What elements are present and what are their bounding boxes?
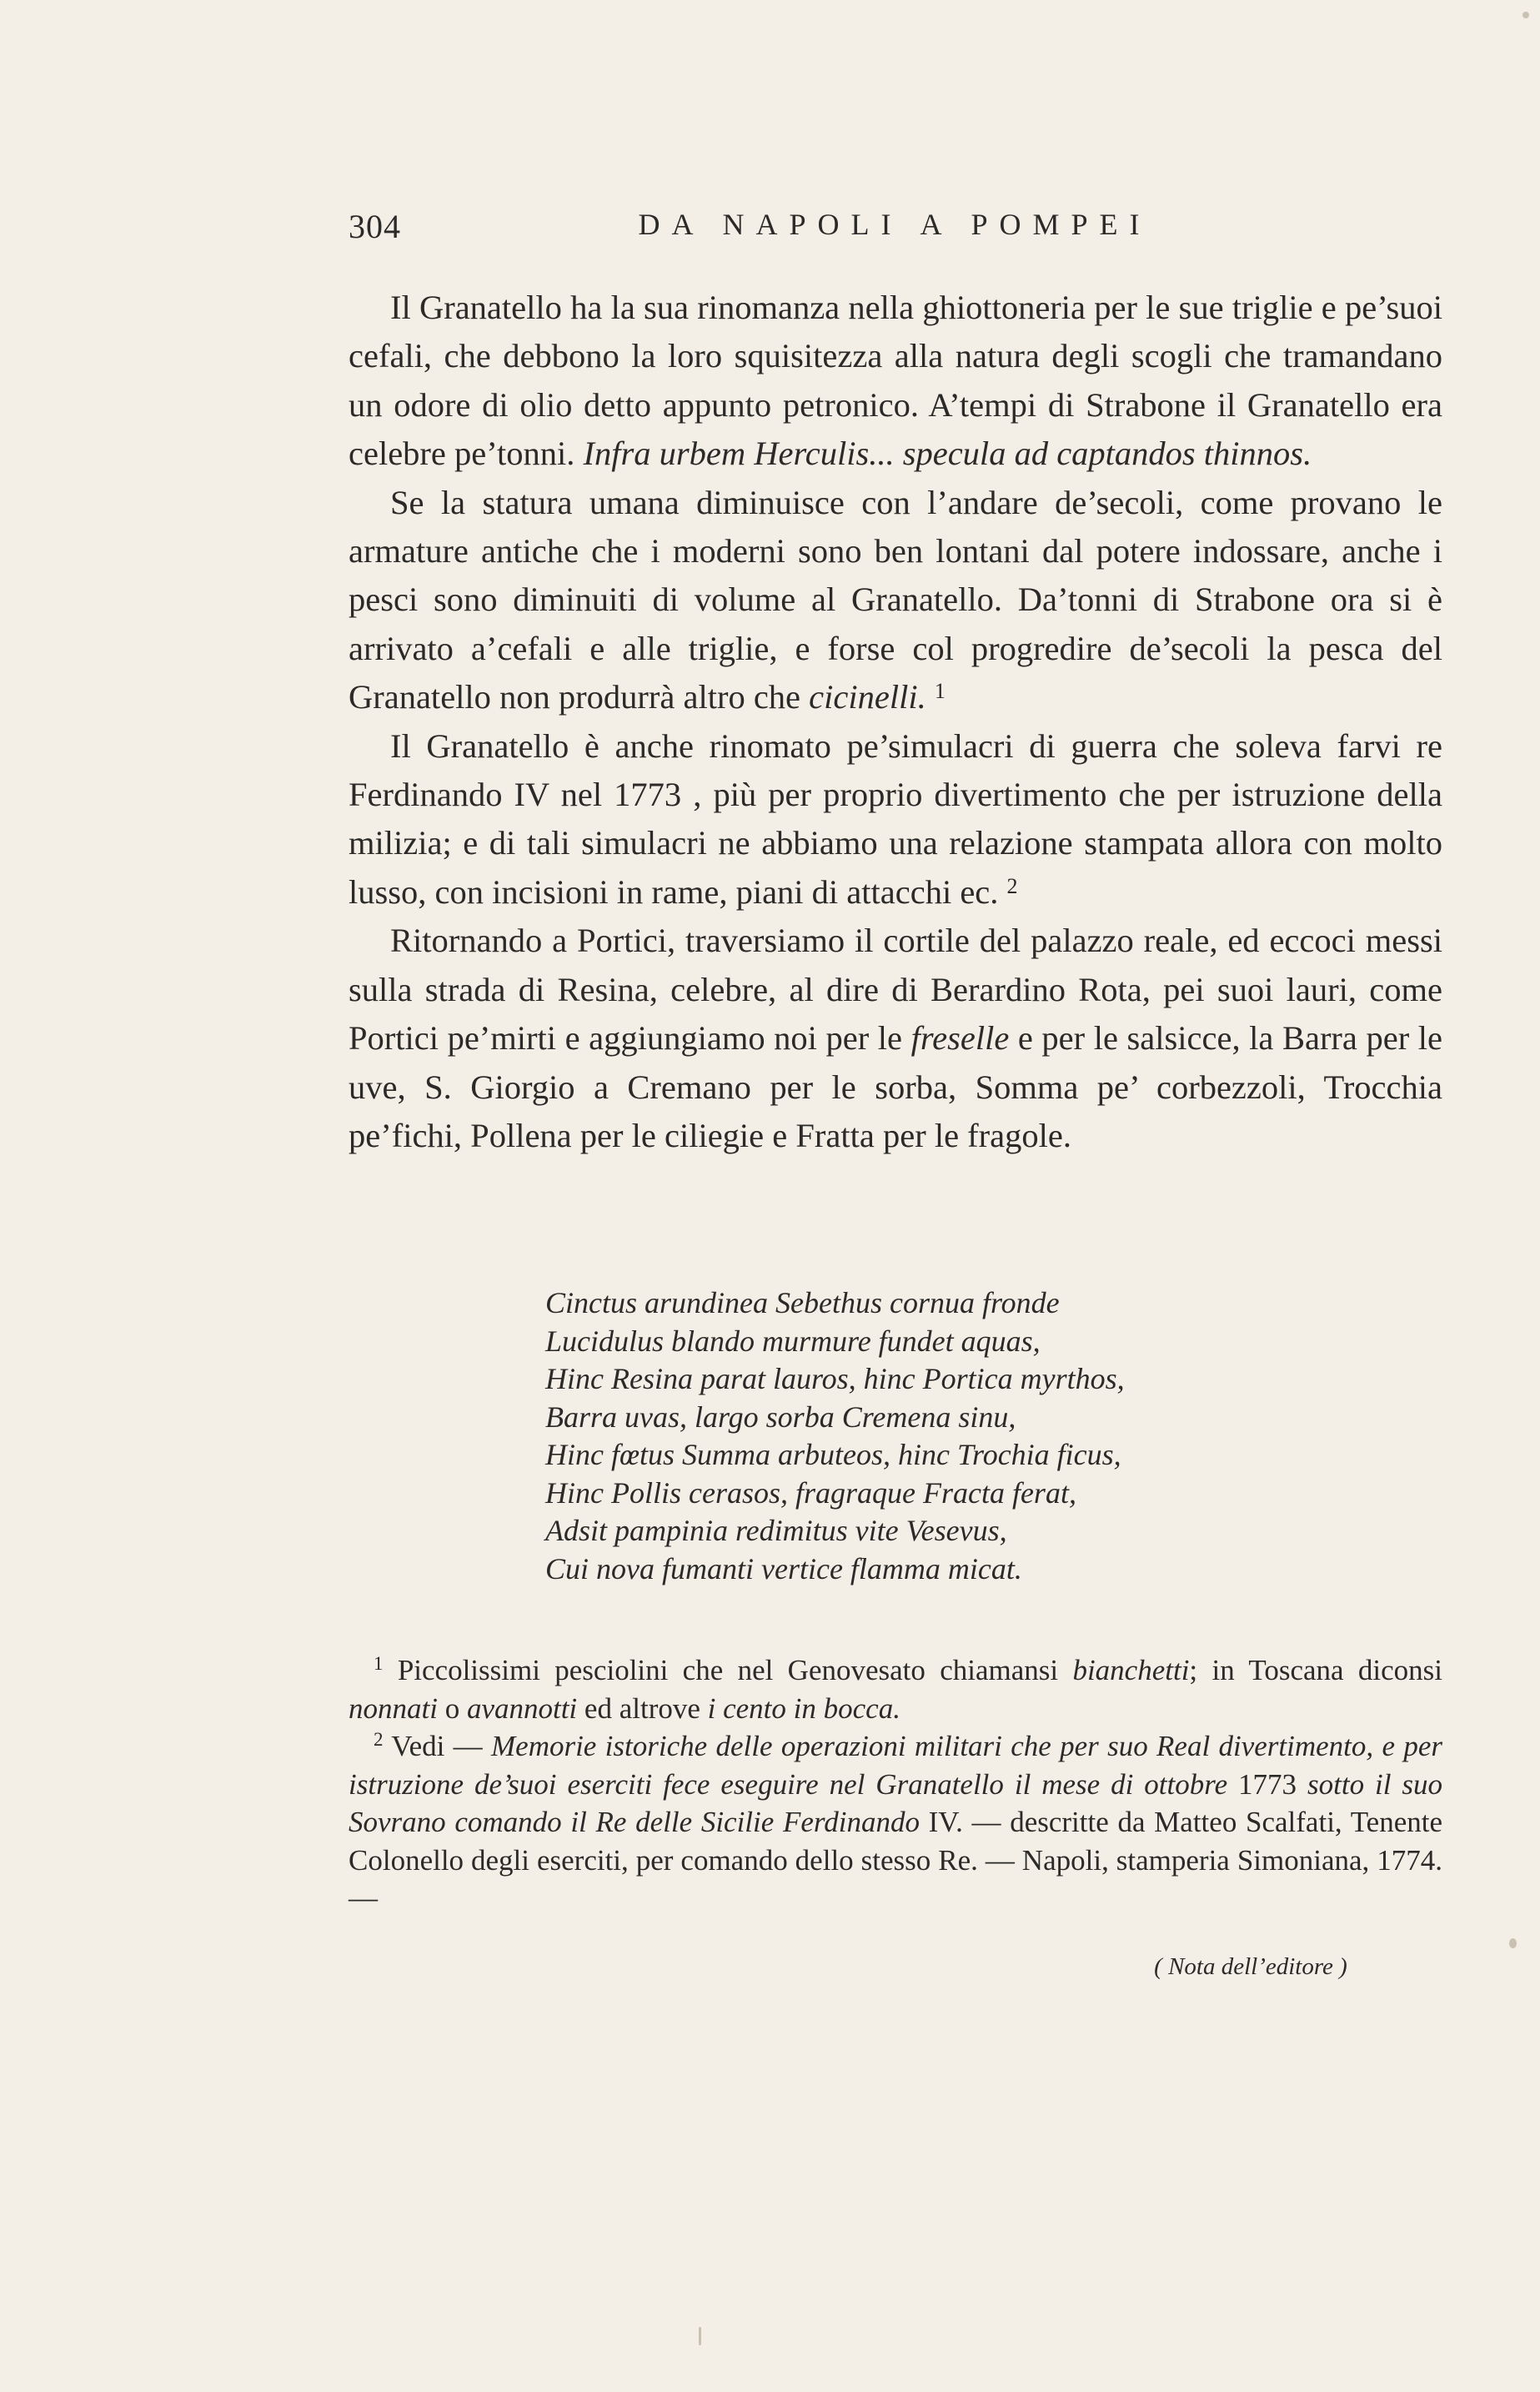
footnote-text: 1773 [1227, 1767, 1307, 1801]
book-title: sotto il suo Sovrano comando il Re delle Sicilie Ferdinando [349, 1767, 1443, 1838]
paragraph-text: e per le salsicce, la Barra per le uve, S. Giorgio a Cremano per le sorba, Somma pe’ corbezzoli, Trocchia pe’fichi, Pollena per le ciliegie e Fratta per le fragole. [349, 1019, 1442, 1154]
paper-speck [699, 2327, 701, 2345]
footnote-text: IV. — descritte da Matteo Scalfati, Tenente Colonello degli eserciti, per comando dello stesso Re. — Napoli, stamperia Simoniana, 1774. — [349, 1806, 1442, 1914]
verse-line: Cinctus arundinea Sebethus cornua fronde [545, 1286, 1060, 1319]
latin-quote: Infra urbem Herculis... specula ad captandos thinnos. [583, 435, 1312, 473]
verse-line: Hinc Resina parat lauros, hinc Portica myrthos, [545, 1362, 1125, 1395]
paper-speck [1509, 1938, 1517, 1948]
running-title: DA NAPOLI A POMPEI [638, 208, 1151, 241]
verse-line: Cui nova fumanti vertice flamma micat. [545, 1551, 1022, 1585]
paragraph-ritornando-portici [349, 917, 1442, 1160]
italic-term: freselle [910, 1019, 1010, 1058]
italic-term: i cento in bocca. [707, 1691, 900, 1725]
paragraph-statura-umana [349, 479, 1442, 722]
page-header [349, 207, 1441, 244]
footnote-mark: 1 [374, 1653, 384, 1674]
footnote-text: ; in Toscana diconsi [1189, 1654, 1442, 1686]
footnote-text: ed altrove [577, 1691, 708, 1725]
italic-term: bianchetti [1072, 1654, 1190, 1686]
italic-term: avannotti [466, 1691, 578, 1725]
paragraph-text: Se la statura umana diminuisce con l’andare de’secoli, come provano le armature antiche che i moderni sono ben lontani dal potere indossare, anche i pesci sono diminuiti di volume al Granatello. Da’tonni di Strabone ora si è arrivato a’cefali e alle triglie, e forse col progredire de’secoli la pesca del Granatello non produrrà altro che [349, 483, 1442, 716]
main-text [349, 284, 1442, 1160]
paragraph-text: Ritornando a Portici, traversiamo il cortile del palazzo reale, ed eccoci messi sulla strada di Resina, celebre, al dire di Berardino Rota, pei suoi lauri, come Portici pe’mirti e aggiungiamo noi per le [349, 922, 1442, 1058]
paper-speck [1522, 12, 1529, 18]
footnote-reference: 2 [1006, 873, 1018, 898]
footnotes [349, 1651, 1442, 1917]
footnote-1 [349, 1651, 1442, 1727]
editor-note: ( Nota dell’editore ) [1154, 1953, 1347, 1980]
italic-term: nonnati [349, 1691, 438, 1725]
paragraph-text: Il Granatello è anche rinomato pe’simulacri di guerra che soleva farvi re Ferdinando IV nel 1773 , più per proprio divertimento che per istruzione della milizia; e di tali simulacri ne abbiamo una relazione stampata allora con molto lusso, con incisioni in rame, piani di attacchi ec. [349, 726, 1442, 911]
footnote-text: Vedi — [383, 1730, 491, 1762]
footnote-mark: 2 [374, 1729, 384, 1750]
verse-line: Hinc Pollis cerasos, fragraque Fracta ferat, [545, 1475, 1076, 1510]
footnote-text: o [437, 1691, 467, 1725]
footnote-2 [349, 1727, 1442, 1917]
latin-verse [545, 1284, 1379, 1588]
paragraph-granatello-rinomanza [349, 284, 1442, 479]
paragraph-text: Il Granatello ha la sua rinomanza nella ghiottoneria per le sue triglie e pe’suoi cefali, che debbono la loro squisitezza alla natura degli scogli che tramandano un odore di olio detto appunto petronico. A’tempi di Strabone il Granatello era celebre pe’tonni. [349, 289, 1442, 473]
book-title: Memorie istoriche delle operazioni militari che per suo Real divertimento, e per istruzione de’suoi eserciti fece eseguire nel Granatello il mese di ottobre [349, 1730, 1442, 1801]
verse-line: Adsit pampinia redimitus vite Vesevus, [545, 1514, 1007, 1547]
page-number: 304 [349, 208, 401, 245]
footnote-reference: 1 [934, 679, 946, 704]
verse-line: Hinc fœtus Summa arbuteos, hinc Trochia ficus, [545, 1438, 1121, 1471]
verse-line: Lucidulus blando murmure fundet aquas, [545, 1324, 1041, 1358]
paragraph-simulacri-guerra [349, 722, 1442, 917]
verse-line: Barra uvas, largo sorba Cremena sinu, [545, 1400, 1016, 1434]
footnote-text: Piccolissimi pesciolini che nel Genovesato chiamansi [383, 1654, 1073, 1686]
italic-term: cicinelli. [809, 678, 926, 716]
